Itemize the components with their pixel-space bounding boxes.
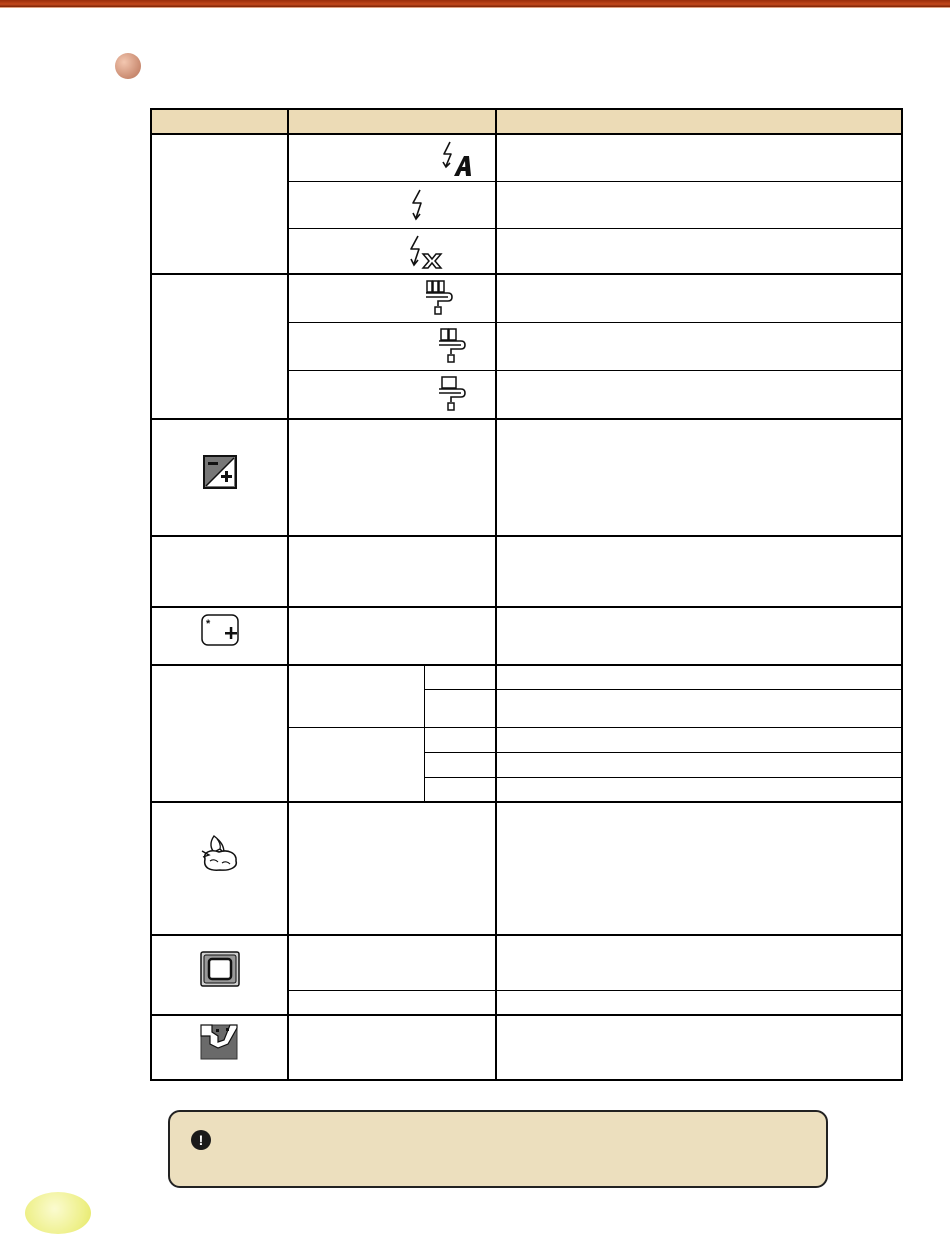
svg-text:*: * bbox=[206, 618, 211, 630]
row-divider bbox=[150, 535, 903, 537]
row-divider bbox=[150, 664, 903, 666]
flash-off-icon bbox=[406, 234, 444, 272]
top-bar-highlight bbox=[0, 7, 950, 8]
row-divider bbox=[150, 934, 903, 936]
table-header bbox=[152, 110, 901, 133]
sub-row-divider bbox=[288, 370, 902, 371]
row-divider bbox=[150, 801, 903, 803]
exposure-compensation-icon bbox=[203, 455, 237, 489]
white-balance-plus-icon bbox=[201, 614, 239, 646]
scene-mode-icon bbox=[200, 833, 240, 873]
exclamation-icon: ! bbox=[191, 1130, 211, 1150]
effect-icon bbox=[200, 1024, 238, 1060]
note-box bbox=[168, 1110, 828, 1188]
sub-row-divider bbox=[288, 181, 902, 182]
sub-row-divider bbox=[288, 228, 902, 229]
sub-column-divider bbox=[424, 665, 425, 802]
row-divider bbox=[150, 1014, 903, 1016]
sharpness-high-icon bbox=[424, 279, 456, 317]
sub-row-divider bbox=[288, 990, 902, 991]
row-divider bbox=[150, 606, 903, 608]
sub-row-divider bbox=[288, 322, 902, 323]
row-divider bbox=[150, 418, 903, 420]
row-divider bbox=[150, 273, 903, 275]
sub-row-divider bbox=[424, 689, 902, 690]
sub-row-divider bbox=[424, 752, 902, 753]
page-number-marker bbox=[25, 1192, 91, 1234]
table-border-bottom bbox=[150, 1079, 903, 1081]
flash-on-icon bbox=[408, 188, 434, 222]
row-divider bbox=[150, 133, 903, 135]
sharpness-normal-icon bbox=[437, 327, 469, 365]
section-bullet bbox=[115, 53, 141, 79]
sharpness-soft-icon bbox=[437, 375, 469, 413]
frame-icon bbox=[200, 951, 240, 987]
sub-row-divider bbox=[288, 727, 902, 728]
sub-row-divider bbox=[424, 777, 902, 778]
table-border-top bbox=[150, 108, 903, 110]
top-decorative-bar bbox=[0, 0, 950, 7]
flash-auto-icon bbox=[440, 140, 476, 178]
